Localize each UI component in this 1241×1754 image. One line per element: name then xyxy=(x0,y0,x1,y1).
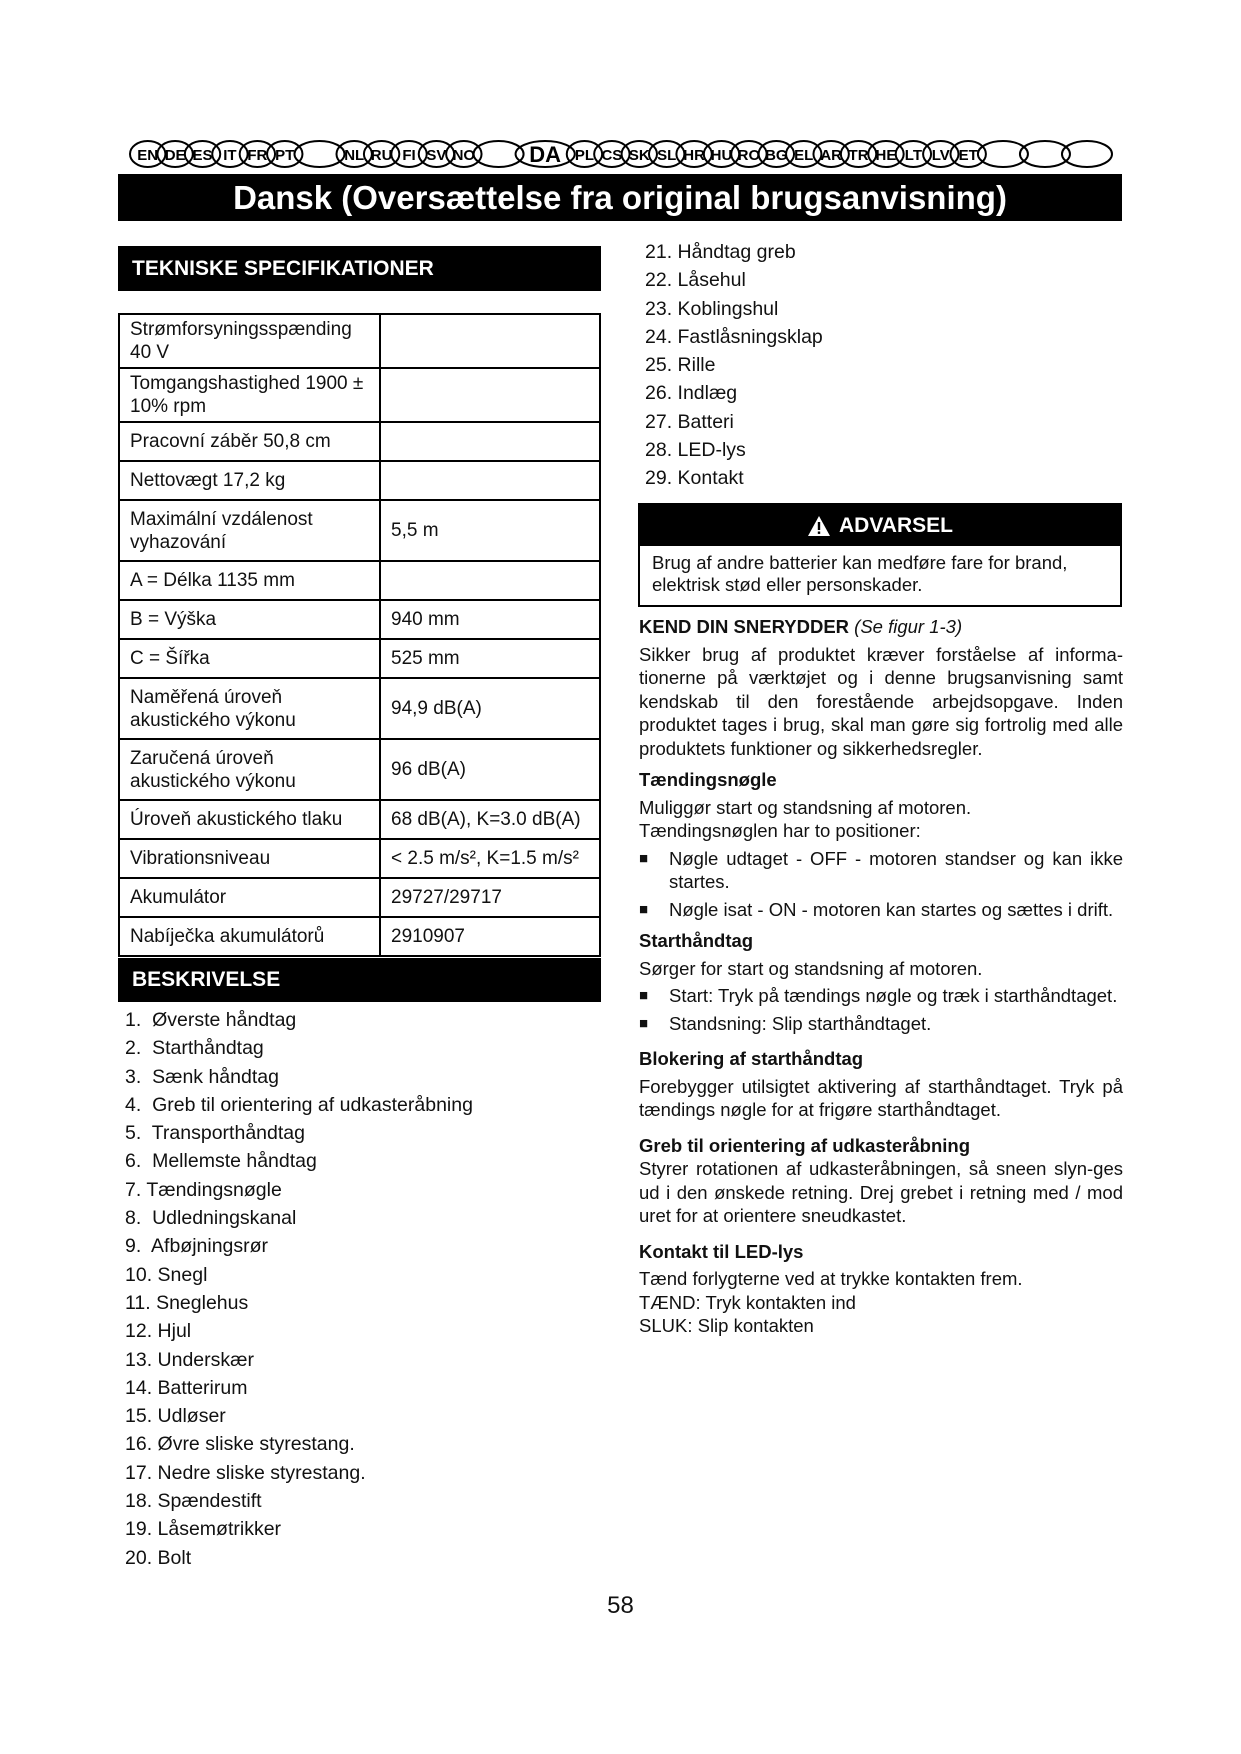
key-bullet-off-text: Nøgle udtaget - OFF - motoren standser og kan ikke startes. xyxy=(669,847,1123,892)
start-bullet-start xyxy=(639,984,1123,1008)
bullet-square-icon: ■ xyxy=(639,900,649,918)
spec-label: Pracovní záběr 50,8 cm xyxy=(119,422,380,461)
language-code: HE xyxy=(875,147,897,164)
spec-label: C = Šířka xyxy=(119,639,380,678)
spec-label: Strømforsyningsspænding 40 V xyxy=(119,314,380,368)
spec-value: 2910907 xyxy=(380,917,600,956)
warning-label: ADVARSEL xyxy=(839,513,953,537)
tech-specs-heading: TEKNISKE SPECIFIKATIONER xyxy=(118,246,601,291)
page-number: 58 xyxy=(607,1592,634,1619)
parts-item: 27. Batteri xyxy=(645,410,734,433)
description-item: 2. Starthåndtag xyxy=(125,1037,264,1060)
specs-row xyxy=(119,561,600,600)
language-code: EL xyxy=(794,147,814,164)
language-selector xyxy=(126,137,1116,171)
parts-list xyxy=(645,238,1045,493)
block-heading: Blokering af starthåndtag xyxy=(639,1048,864,1069)
language-code: FI xyxy=(402,147,416,164)
description-item: 8. Udledningskanal xyxy=(125,1207,297,1230)
start-line1: Sørger for start og standsning af motoren. xyxy=(639,957,983,979)
start-heading: Starthåndtag xyxy=(639,930,754,951)
spec-label: Nabíječka akumulátorů xyxy=(119,917,380,956)
right-column xyxy=(639,615,1123,1338)
warning-triangle-icon xyxy=(807,515,831,537)
specs-row xyxy=(119,678,600,739)
spec-value xyxy=(380,422,600,461)
description-item: 17. Nedre sliske styrestang. xyxy=(125,1461,366,1484)
description-item: 13. Underskær xyxy=(125,1348,254,1371)
spec-value: 29727/29717 xyxy=(380,878,600,917)
spec-value: 525 mm xyxy=(380,639,600,678)
parts-item: 28. LED-lys xyxy=(645,439,746,462)
spec-value: 94,9 dB(A) xyxy=(380,678,600,739)
key-bullet-on xyxy=(639,898,1123,922)
warning-header xyxy=(640,505,1120,546)
key-line2: Tændingsnøglen har to positioner: xyxy=(639,820,921,841)
specs-row xyxy=(119,500,600,561)
spec-label: Nettovægt 17,2 kg xyxy=(119,461,380,500)
language-code: DA xyxy=(529,142,562,167)
language-code: LV xyxy=(931,147,950,164)
language-code: ET xyxy=(958,147,978,164)
bullet-square-icon: ■ xyxy=(639,849,649,867)
description-item: 9. Afbøjningsrør xyxy=(125,1235,269,1258)
description-heading: BESKRIVELSE xyxy=(118,958,601,1002)
spec-value: 96 dB(A) xyxy=(380,739,600,800)
start-bullet-stop xyxy=(639,1012,1123,1036)
specs-row xyxy=(119,422,600,461)
language-code: DE xyxy=(164,147,186,164)
description-item: 1. Øverste håndtag xyxy=(125,1009,297,1031)
specs-row xyxy=(119,739,600,800)
language-code: ES xyxy=(192,147,213,164)
specs-row xyxy=(119,314,600,368)
language-code: LT xyxy=(904,147,922,164)
know-text: Sikker brug af produktet kræver forståelse af informa-tionerne på værktøjet og i denne brugsanvisning samt kendskab til den forestående arbejdsopgave. Inden produktet tages i brug, skal man gøre sig fortrolig med alle produktets funktioner og sikkerhedsregler. xyxy=(639,643,1123,759)
language-code: NL xyxy=(344,147,365,164)
spec-label: Úroveň akustického tlaku xyxy=(119,800,380,839)
language-code: PL xyxy=(574,147,595,164)
spec-label: B = Výška xyxy=(119,600,380,639)
parts-item: 23. Koblingshul xyxy=(645,297,779,320)
description-item: 20. Bolt xyxy=(125,1546,192,1569)
language-code: SL xyxy=(657,147,677,164)
language-code: RO xyxy=(737,147,761,164)
description-item: 14. Batterirum xyxy=(125,1376,248,1399)
specs-row xyxy=(119,600,600,639)
language-code: BG xyxy=(765,147,788,164)
language-code: CS xyxy=(601,147,623,164)
start-bullet-stop-text: Standsning: Slip starthåndtaget. xyxy=(669,1012,932,1034)
specs-row xyxy=(119,461,600,500)
description-item: 15. Udløser xyxy=(125,1405,226,1428)
spec-label: A = Délka 1135 mm xyxy=(119,561,380,600)
spec-label: Vibrationsniveau xyxy=(119,839,380,878)
page-title: Dansk (Oversættelse fra original brugsanvisning) xyxy=(118,174,1122,221)
key-heading: Tændingsnøgle xyxy=(639,769,777,790)
parts-item: 25. Rille xyxy=(645,354,716,377)
specs-row xyxy=(119,368,600,422)
spec-value: 940 mm xyxy=(380,600,600,639)
spec-value xyxy=(380,461,600,500)
parts-item: 22. Låsehul xyxy=(645,269,746,292)
spec-label: Tomgangshastighed 1900 ± 10% rpm xyxy=(119,368,380,422)
language-code: PT xyxy=(275,147,295,164)
description-item: 7. Tændingsnøgle xyxy=(125,1178,282,1201)
spec-label: Maximální vzdálenost vyhazování xyxy=(119,500,380,561)
spec-label: Zaručená úroveň akustického výkonu xyxy=(119,739,380,800)
spec-value xyxy=(380,314,600,368)
description-item: 19. Låsemøtrikker xyxy=(125,1518,282,1541)
description-item: 16. Øvre sliske styrestang. xyxy=(125,1433,355,1456)
warning-text: Brug af andre batterier kan medføre fare for brand, elektrisk stød eller personskader. xyxy=(652,552,1068,595)
start-bullet-start-text: Start: Tryk på tændings nøgle og træk i starthåndtaget. xyxy=(669,985,1118,1006)
led-line3: SLUK: Slip kontakten xyxy=(639,1315,814,1336)
description-item: 6. Mellemste håndtag xyxy=(125,1150,317,1173)
spec-value xyxy=(380,368,600,422)
specs-row xyxy=(119,917,600,956)
language-code: RU xyxy=(370,147,393,164)
description-item: 4. Greb til orientering af udkasteråbning xyxy=(125,1093,473,1116)
description-item: 12. Hjul xyxy=(125,1320,192,1343)
language-code: FR xyxy=(247,147,268,164)
spec-value xyxy=(380,561,600,600)
led-heading: Kontakt til LED-lys xyxy=(639,1240,804,1262)
spec-value: 68 dB(A), K=3.0 dB(A) xyxy=(380,800,600,839)
key-line1: Muliggør start og standsning af motoren. xyxy=(639,796,972,818)
specs-row xyxy=(119,800,600,839)
language-strip-graphic xyxy=(126,137,1116,171)
language-code: SV xyxy=(426,147,447,164)
spec-label: Naměřená úroveň akustického výkonu xyxy=(119,678,380,739)
specs-row xyxy=(119,878,600,917)
language-code: SK xyxy=(628,147,650,164)
language-code: HU xyxy=(710,147,733,164)
led-line2: TÆND: Tryk kontakten ind xyxy=(639,1291,856,1313)
parts-item: 21. Håndtag greb xyxy=(645,241,796,263)
know-ref: (Se figur 1-3) xyxy=(854,616,963,637)
parts-item: 29. Kontakt xyxy=(645,467,744,490)
specs-row xyxy=(119,639,600,678)
language-code: IT xyxy=(223,147,237,164)
language-code: TR xyxy=(848,147,869,164)
parts-item: 26. Indlæg xyxy=(645,382,738,405)
description-list xyxy=(125,1006,605,1572)
description-item: 3. Sænk håndtag xyxy=(125,1065,279,1088)
key-bullet-on-text: Nøgle isat - ON - motoren kan startes og sættes i drift. xyxy=(669,898,1114,920)
chute-text: Styrer rotationen af udkasteråbningen, så sneen slyn-ges ud i den ønskede retning. Drej grebet i retning med / mod uret for at orientere sneudkastet. xyxy=(639,1158,1123,1226)
key-bullet-off xyxy=(639,847,1123,894)
spec-label: Akumulátor xyxy=(119,878,380,917)
bullet-square-icon: ■ xyxy=(639,987,649,1004)
chute-heading: Greb til orientering af udkasteråbning xyxy=(639,1134,970,1156)
description-item: 11. Sneglehus xyxy=(125,1291,249,1314)
language-code: AR xyxy=(820,147,842,164)
language-code: HR xyxy=(683,147,705,164)
specs-table xyxy=(118,313,601,957)
bullet-square-icon: ■ xyxy=(639,1014,649,1032)
description-item: 10. Snegl xyxy=(125,1263,208,1286)
spec-value: 5,5 m xyxy=(380,500,600,561)
description-item: 18. Spændestift xyxy=(125,1490,262,1513)
parts-item: 24. Fastlåsningsklap xyxy=(645,325,823,348)
language-code: EN xyxy=(137,147,159,164)
warning-box xyxy=(638,503,1122,607)
led-line1: Tænd forlygterne ved at trykke kontakten frem. xyxy=(639,1268,1023,1289)
block-text: Forebygger utilsigtet aktivering af starthåndtaget. Tryk på tændings nøgle for at frigøre starthåndtaget. xyxy=(639,1075,1123,1120)
know-heading: KEND DIN SNERYDDER xyxy=(639,616,850,637)
spec-value: < 2.5 m/s², K=1.5 m/s² xyxy=(380,839,600,878)
language-code: NO xyxy=(452,147,476,164)
description-item: 5. Transporthåndtag xyxy=(125,1122,305,1145)
specs-row xyxy=(119,839,600,878)
